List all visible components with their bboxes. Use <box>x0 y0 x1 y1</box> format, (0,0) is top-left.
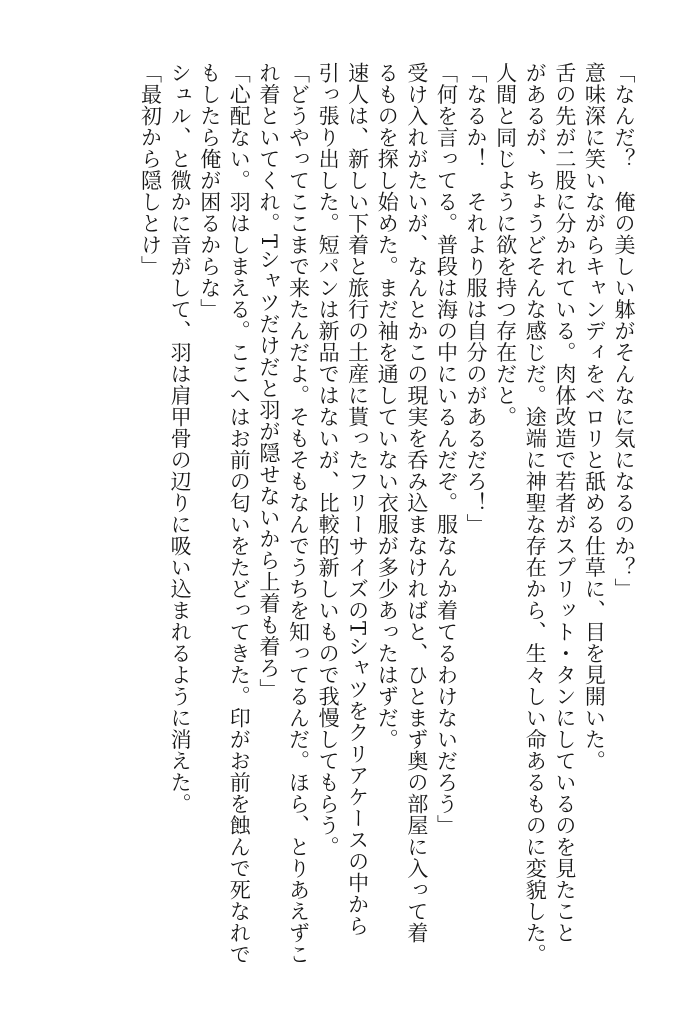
text-line: れ着といてくれ。Tシャツだけだと羽が隠せないから上着も着ろ」 <box>256 62 281 701</box>
text-line: 引っ張り出した。短パンは新品ではないが、比較的新しいもので我慢してもらう。 <box>316 62 341 858</box>
text-line: 「なんだ？ 俺の美しい躰がそんなに気になるのか？」 <box>612 62 636 600</box>
text-line: 意味深に笑いながらキャンディをベロリと舐める仕草に、目を見開いた。 <box>582 62 607 772</box>
text-line: 「どうやってここまで来たんだよ。そもそもなんでうちを知ってるんだ。ほら、とりあえずこ <box>286 62 311 965</box>
text-line: 舌の先が二股に分かれている。肉体改造で若者がスプリット・タンにしているのを見たこと <box>552 62 577 944</box>
text-line: 速人は、新しい下着と旅行の土産に貰ったフリーサイズのTシャツをクリアケースの中から <box>345 62 370 937</box>
text-line: もしたら俺が困るからな」 <box>197 62 222 320</box>
text-line: 「心配ない。羽はしまえる。ここへはお前の匂いをたどってきた。印がお前を蝕んで死なれで <box>227 62 252 965</box>
text-line: 受け入れがたいが、なんとかこの現実を呑み込まなければと、ひとまず奥の部屋に入って着 <box>404 62 429 944</box>
text-line: 人間と同じように欲を持つ存在だと。 <box>493 62 518 428</box>
text-line: があるが、ちょうどそんな感じだ。途端に神聖な存在から、生々しい命あるものに変貌した。 <box>523 62 548 965</box>
text-line: 「なるか！ それより服は自分のがあるだろ！」 <box>464 62 489 535</box>
text-line: るものを探し始めた。まだ袖を通していない衣服が多少あったはずだ。 <box>375 62 400 750</box>
text-line: 「何を言ってる。普段は海の中にいるんだぞ。服なんか着てるわけないだろう」 <box>434 62 459 836</box>
text-line: 「最初から隠しとけ」 <box>138 62 163 277</box>
text-line: シュル、と微かに音がして、羽は肩甲骨の辺りに吸い込まれるように消えた。 <box>168 62 193 815</box>
vertical-text-body <box>58 62 638 982</box>
